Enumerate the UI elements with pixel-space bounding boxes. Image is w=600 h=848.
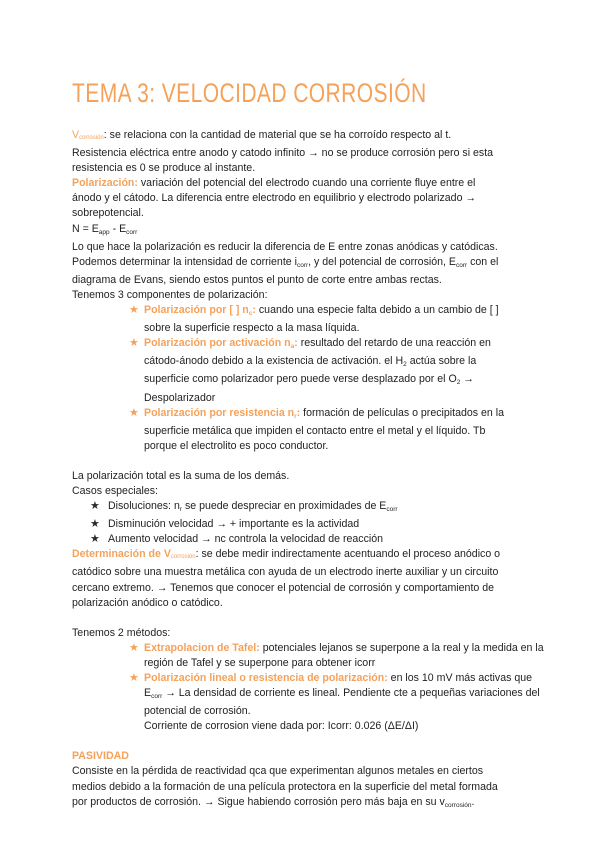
overpotential-formula: $N = E_{app} - E_{corr}$ bbox=[72, 222, 138, 236]
pasividad-line-2: medios debido a la formación de una película protectora en la superficie del metal formada bbox=[72, 780, 498, 793]
list-item: ★ Polarización por [ ] $n_c$: cuando una especie falta debido a un cambio de [ ] sobre la superficie respecto a la masa líquida. bbox=[129, 304, 499, 335]
list-item: ★ Disoluciones: $n_r$ se puede despreciar en proximidades de $E_{corr}$ bbox=[90, 500, 398, 514]
metodos-list bbox=[72, 641, 544, 735]
resistencia-line-2: resistencia es 0 se produce al instante. bbox=[72, 162, 256, 175]
list-item: ★ Polarización lineal o resistencia de polarización: en los 10 mV más activas que $E_{corr} \to La$ densidad de corriente es lineal. Pendiente cte a pequeñas variaciones del potencial de corrosión. Corriente de corrosion viene dada por: Icorr: 0.026 (ΔE/ΔI) bbox=[144, 671, 528, 734]
corriente-formula: Corriente de corrosion viene dada por: Icorr: 0.026 (ΔE/ΔI) bbox=[144, 720, 419, 733]
determinacion-line-1: Determinación de Vcorrosión: se debe medir indirectamente acentuando el proceso anódico o bbox=[72, 548, 501, 561]
casos-title: Casos especiales: bbox=[72, 484, 158, 497]
pasividad-line-1: Consiste en la pérdida de reactividad qca que experimentan algunos metales en ciertos bbox=[72, 765, 484, 778]
vcorr-definition: Vcorrosión: se relaciona con la cantidad de material que se ha corroído respecto al t. bbox=[72, 129, 452, 141]
determinacion-line-4: polarización anódico o catódico. bbox=[72, 596, 223, 609]
polarizacion-line-2: ánodo y el cátodo. La diferencia entre electrodo en equilibrio y electrodo polarizado → bbox=[72, 192, 476, 205]
list-item: ★ Disminución velocidad → + importante es la actividad bbox=[90, 518, 360, 531]
tenemos-3-line: Tenemos 3 componentes de polarización: bbox=[72, 288, 268, 301]
orange-star-icon: ★ bbox=[129, 406, 139, 419]
document-body bbox=[72, 128, 544, 813]
black-star-icon: ★ bbox=[90, 518, 100, 531]
casos-list bbox=[72, 499, 528, 547]
components-list bbox=[72, 303, 528, 454]
list-item: ★ Aumento velocidad → nc controla la velocidad de reacción bbox=[90, 533, 384, 546]
pasividad-line-3: por productos de corrosión. → Sigue habiendo corrosión pero más baja en su $v_{corrosión}$. bbox=[72, 795, 475, 809]
black-star-icon: ★ bbox=[90, 533, 100, 546]
list-item: ★ Polarización por resistencia $n_r$: formación de películas o precipitados en la superficie metálica que impiden el contacto entre el metal y el líquido. Tb porque el electrolito es poco conductor. bbox=[129, 406, 504, 452]
metodos-title: Tenemos 2 métodos: bbox=[72, 626, 171, 639]
podemos-line-2: diagrama de Evans, siendo estos puntos el punto de corte entre ambas rectas. bbox=[72, 273, 442, 286]
lo-que-hace-line: Lo que hace la polarización es reducir la diferencia de E entre zonas anódicas y catódicas. bbox=[72, 240, 498, 253]
orange-star-icon: ★ bbox=[129, 337, 139, 350]
determinacion-line-3: cercano extremo. → Tenemos que conocer el potencial de corrosión y comportamiento de bbox=[72, 581, 495, 594]
list-item: ★ Extrapolacion de Tafel: potenciales lejanos se superpone a la real y la medida en la región de Tafel y se superpone para obtener icorr bbox=[129, 641, 544, 669]
orange-star-icon: ★ bbox=[129, 304, 139, 317]
resistencia-line-1: Resistencia eléctrica entre anodo y catodo infinito → no se produce corrosión pero si esta bbox=[72, 147, 494, 160]
determinacion-line-2: catódico sobre una muestra metálica con ayuda de un electrodo inerte auxiliar y un circuito bbox=[72, 566, 499, 579]
podemos-line-1: Podemos determinar la intensidad de corriente $i_{corr}$, y del potencial de corrosión, $E_{corr}$ con el bbox=[72, 255, 499, 269]
pasividad-heading: PASIVIDAD bbox=[72, 750, 129, 763]
black-star-icon: ★ bbox=[90, 500, 100, 513]
polarizacion-line-3: sobrepotencial. bbox=[72, 207, 144, 220]
orange-star-icon: ★ bbox=[129, 672, 139, 684]
page-title: TEMA 3: VELOCIDAD CORROSIÓN bbox=[72, 78, 427, 108]
polarizacion-definition: Polarización: variación del potencial del electrodo cuando una corriente fluye entre el bbox=[72, 177, 476, 190]
list-item: ★ Polarización por activación $n_a$: resultado del retardo de una reacción en cátodo-ánodo debido a la existencia de activación. el $H_2$ actúa sobre la superficie como polarizador pero puede verse desplazado por el $O_2$ → Despolarizador bbox=[129, 337, 491, 404]
total-polarization-line: La polarización total es la suma de los demás. bbox=[72, 469, 290, 482]
orange-star-icon: ★ bbox=[129, 641, 139, 654]
